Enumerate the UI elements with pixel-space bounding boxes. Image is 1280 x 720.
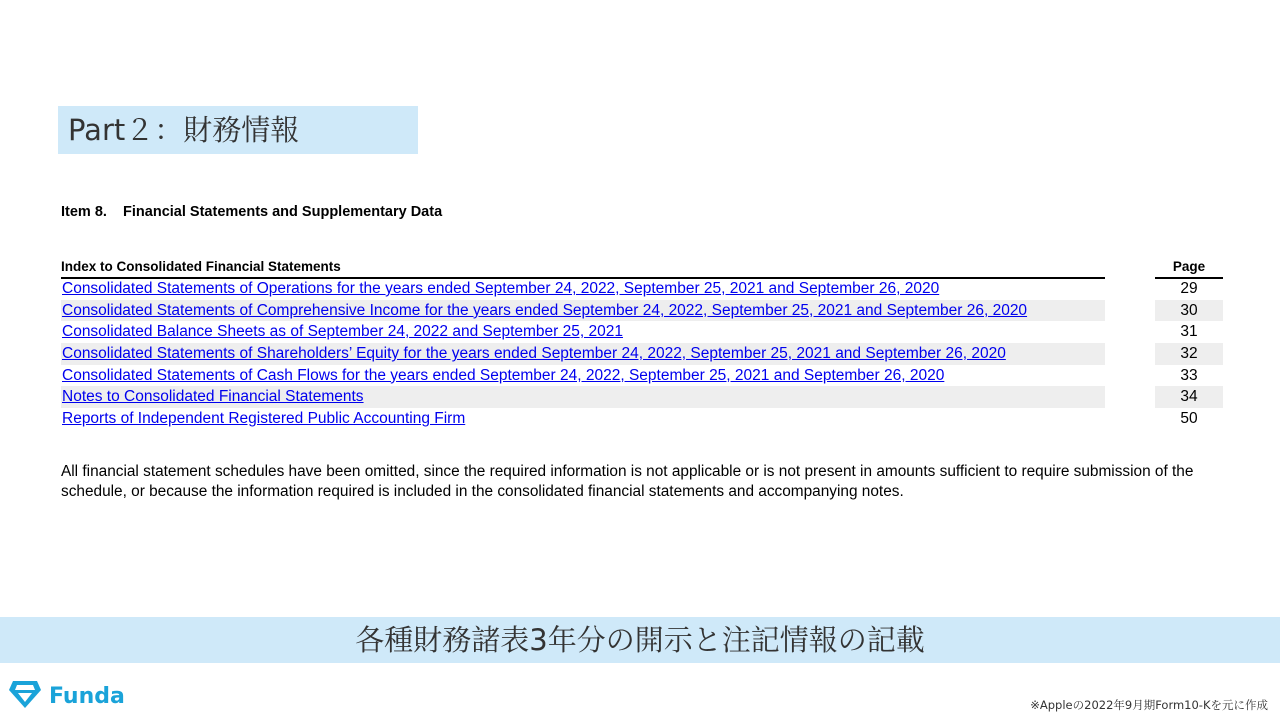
summary-banner: 各種財務諸表3年分の開示と注記情報の記載 — [0, 617, 1280, 663]
page-number: 30 — [1155, 300, 1223, 322]
index-header: Index to Consolidated Financial Statements — [61, 258, 1105, 279]
page-header: Page — [1155, 258, 1223, 279]
funda-logo — [9, 680, 125, 712]
page-number: 31 — [1180, 323, 1198, 341]
part-title: Part２：財務情報 — [58, 106, 418, 154]
index-table — [61, 278, 1223, 430]
table-row — [61, 321, 1223, 343]
table-row — [61, 408, 1223, 430]
statement-link[interactable]: Reports of Independent Registered Public Accounting Firm — [62, 410, 466, 428]
logo-text: Funda — [49, 683, 125, 709]
statement-link[interactable]: Notes to Consolidated Financial Statements — [62, 388, 364, 406]
table-row — [61, 386, 1223, 408]
statement-link[interactable]: Consolidated Statements of Cash Flows for the years ended September 24, 2022, September 25, 2021 and September 26, 2020 — [62, 366, 945, 384]
page-number: 50 — [1180, 410, 1198, 428]
statement-link[interactable]: Consolidated Statements of Operations for the years ended September 24, 2022, September 25, 2021 and September 26, 2020 — [62, 280, 940, 297]
omission-note: All financial statement schedules have been omitted, since the required information is not applicable or is not present in amounts sufficient to require submission of the schedule, or because the information required is included in the consolidated financial statements and accompanying notes. — [61, 463, 1194, 500]
source-note: ※Appleの2022年9月期Form10-Kを元に作成 — [1030, 698, 1268, 712]
page-number: 34 — [1155, 386, 1223, 408]
item-heading: Item 8. Financial Statements and Supplementary Data — [61, 204, 443, 220]
table-row — [61, 300, 1223, 322]
table-row — [61, 343, 1223, 365]
statement-link[interactable]: Consolidated Statements of Shareholders’ Equity for the years ended September 24, 2022, September 25, 2021 and September 26, 2020 — [62, 345, 1006, 363]
funda-diamond-icon — [9, 679, 41, 713]
table-row — [61, 365, 1223, 387]
statement-link[interactable]: Consolidated Balance Sheets as of September 24, 2022 and September 25, 2021 — [62, 323, 623, 341]
page-number: 29 — [1180, 280, 1198, 297]
statement-link[interactable]: Consolidated Statements of Comprehensive Income for the years ended September 24, 2022, September 25, 2021 and September 26, 2020 — [62, 301, 1028, 319]
page-number: 33 — [1180, 366, 1198, 384]
table-row — [61, 278, 1223, 300]
page-number: 32 — [1155, 343, 1223, 365]
